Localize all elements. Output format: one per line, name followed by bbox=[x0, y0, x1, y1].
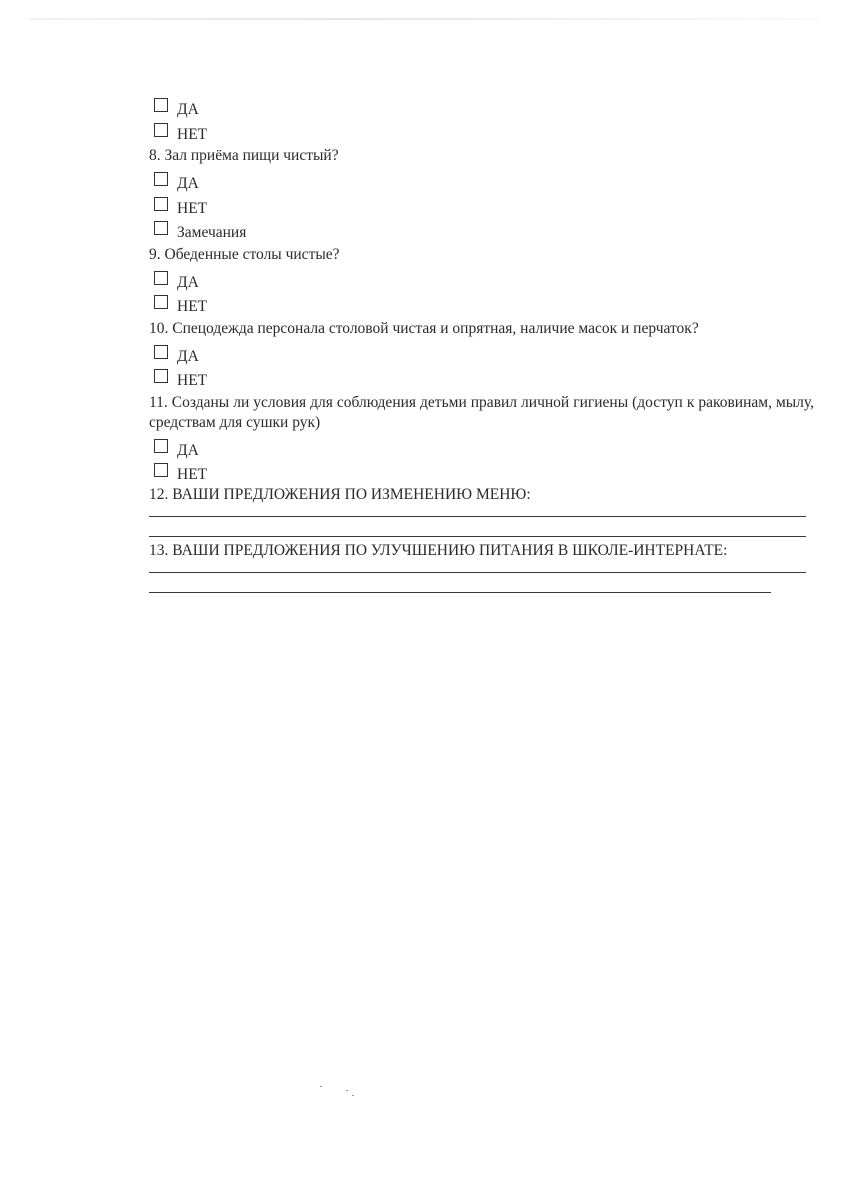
option-label: ДА bbox=[177, 347, 199, 365]
checkbox-q9-yes[interactable] bbox=[154, 271, 168, 285]
checkbox-q8-remarks[interactable] bbox=[154, 221, 168, 235]
q9-option-yes[interactable] bbox=[149, 268, 814, 293]
q8-option-yes[interactable] bbox=[149, 169, 814, 194]
scan-speck bbox=[320, 1086, 322, 1087]
option-label: ДА bbox=[177, 441, 199, 459]
q10-option-no[interactable] bbox=[149, 366, 814, 391]
questionnaire-form bbox=[149, 95, 814, 593]
q10-option-yes[interactable] bbox=[149, 342, 814, 367]
q7-option-yes[interactable] bbox=[149, 95, 814, 120]
checkbox-q7-yes[interactable] bbox=[154, 98, 168, 112]
option-label: ДА bbox=[177, 101, 199, 119]
q11-option-no[interactable] bbox=[149, 460, 814, 485]
checkbox-q11-yes[interactable] bbox=[154, 439, 168, 453]
answer-line-q12-1[interactable] bbox=[149, 516, 806, 517]
q8-option-no[interactable] bbox=[149, 194, 814, 219]
checkbox-q11-no[interactable] bbox=[154, 463, 168, 477]
question-8: 8. Зал приёма пищи чистый? bbox=[149, 147, 339, 164]
option-label: ДА bbox=[177, 175, 199, 193]
checkbox-q8-no[interactable] bbox=[154, 197, 168, 211]
checkbox-q8-yes[interactable] bbox=[154, 172, 168, 186]
option-label: НЕТ bbox=[177, 125, 208, 143]
scan-edge bbox=[30, 18, 820, 20]
option-label: Замечания bbox=[177, 224, 247, 242]
checkbox-q9-no[interactable] bbox=[154, 295, 168, 309]
option-label: НЕТ bbox=[177, 372, 208, 390]
checkbox-q7-no[interactable] bbox=[154, 123, 168, 137]
question-9: 9. Обеденные столы чистые? bbox=[149, 245, 340, 263]
answer-line-q13-1[interactable] bbox=[149, 572, 806, 573]
q9-option-no[interactable] bbox=[149, 292, 814, 317]
option-label: НЕТ bbox=[177, 199, 208, 217]
question-13: 13. ВАШИ ПРЕДЛОЖЕНИЯ ПО УЛУЧШЕНИЮ ПИТАНИЯ В ШКОЛЕ-ИНТЕРНАТЕ: bbox=[149, 541, 728, 559]
question-10: 10. Спецодежда персонала столовой чистая и опрятная, наличие масок и перчаток? bbox=[149, 319, 699, 337]
question-11: 11. Созданы ли условия для соблюдения детьми правил личной гигиены (доступ к раковинам, мылу, средствам для сушки рук) bbox=[149, 393, 814, 431]
q8-option-remarks[interactable] bbox=[149, 218, 814, 243]
q7-option-no[interactable] bbox=[149, 120, 814, 145]
scan-speck bbox=[352, 1095, 354, 1096]
option-label: НЕТ bbox=[177, 298, 208, 316]
checkbox-q10-no[interactable] bbox=[154, 369, 168, 383]
scan-speck bbox=[346, 1090, 348, 1091]
question-12: 12. ВАШИ ПРЕДЛОЖЕНИЯ ПО ИЗМЕНЕНИЮ МЕНЮ: bbox=[149, 485, 531, 503]
answer-line-q13-2[interactable] bbox=[149, 592, 771, 593]
option-label: ДА bbox=[177, 273, 199, 291]
q11-option-yes[interactable] bbox=[149, 436, 814, 461]
option-label: НЕТ bbox=[177, 466, 208, 484]
checkbox-q10-yes[interactable] bbox=[154, 345, 168, 359]
